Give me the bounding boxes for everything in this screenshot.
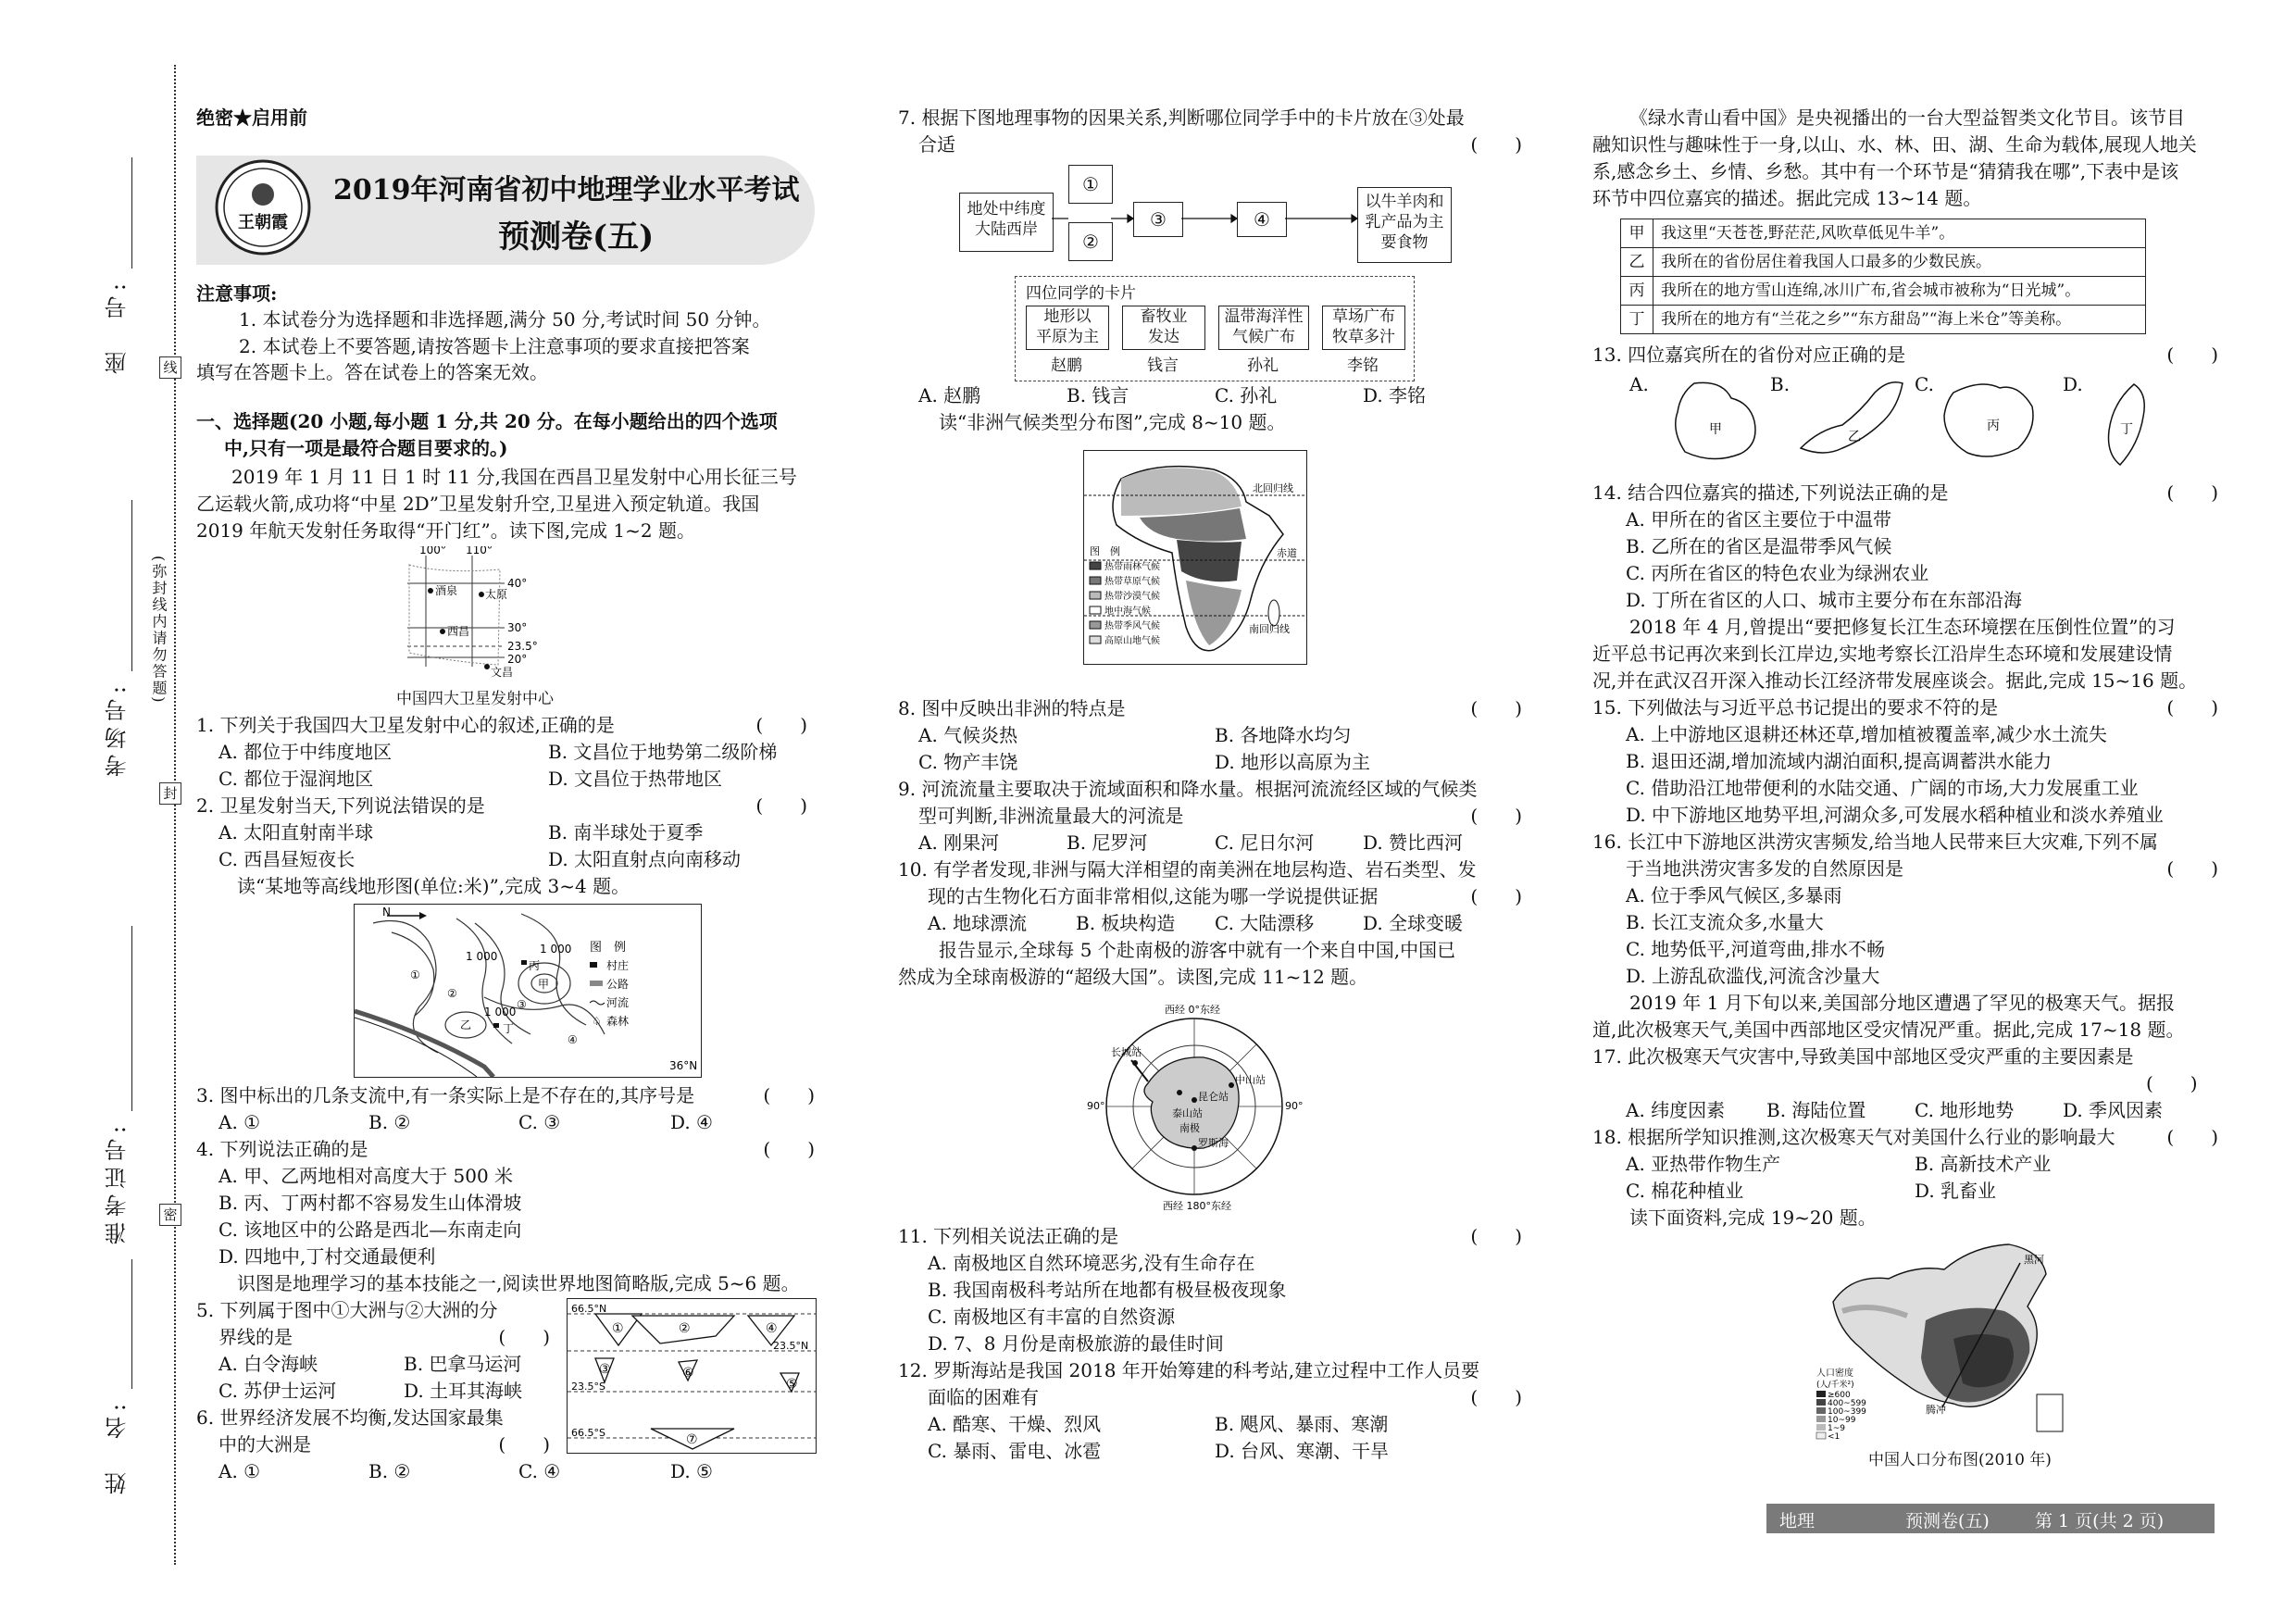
- intro17-l2: 道,此次极寒天气,美国中西部地区受灾情况严重。据此,完成 17~18 题。: [1592, 1018, 2185, 1041]
- continent-3: ③: [599, 1362, 611, 1377]
- seat-line: [131, 157, 132, 269]
- legend-forest: 森林: [606, 1015, 630, 1028]
- q17-option-a[interactable]: A. 纬度因素: [1626, 1099, 1726, 1121]
- intro15-l2: 近平总书记再次来到长江岸边,实地考察长江沿岸生态环境和发展建设情: [1592, 643, 2173, 665]
- ticket-label: 准考证号:: [105, 1120, 131, 1245]
- table-cell-key: 丙: [1621, 277, 1653, 305]
- africa-legend-6: 高原山地气候: [1104, 636, 1160, 646]
- tropic-capricorn-label: 南回归线: [1249, 623, 1290, 635]
- footer-paper: 预测卷(五): [1905, 1511, 1990, 1531]
- q10-stem-1: 10. 有学者发现,非洲与隔大洋相望的南美洲在地层构造、岩石类型、发: [898, 858, 1477, 881]
- q10-option-a[interactable]: A. 地球漂流: [928, 912, 1028, 934]
- lon-100-label: 100°: [419, 546, 446, 556]
- point-jia: 甲: [538, 978, 550, 991]
- q11-option-c[interactable]: C. 南极地区有丰富的自然资源: [928, 1306, 1176, 1328]
- china-map-caption: 中国人口分布图(2010 年): [1868, 1451, 2052, 1469]
- q1-stem-row: [196, 711, 807, 740]
- q15-option-b[interactable]: B. 退田还湖,增加流域内湖泊面积,提高调蓄洪水能力: [1626, 750, 2053, 772]
- lat-665s: 66.5°S: [571, 1427, 605, 1439]
- tributary-4: ④: [568, 1033, 578, 1046]
- q7-option-a[interactable]: A. 赵鹏: [918, 384, 981, 406]
- table-row: [1621, 277, 2145, 306]
- exam-room-label: 考场号:: [105, 681, 131, 778]
- notice-line-2a: 2. 本试卷上不要答题,请按答题卡上注意事项的要求直接把答案: [239, 335, 750, 357]
- q3-option-c[interactable]: C. ③: [518, 1111, 561, 1133]
- province-shape-a[interactable]: [1666, 380, 1768, 469]
- q7-answer-paren[interactable]: ( ): [1470, 133, 1522, 156]
- legend-title: 图 例: [590, 941, 627, 955]
- q5-option-d[interactable]: D. 土耳其海峡: [404, 1380, 523, 1402]
- intro1-l3: 2019 年航天发射任务取得“开门红”。读下图,完成 1~2 题。: [196, 519, 695, 542]
- q8-option-a[interactable]: A. 气候炎热: [918, 724, 1018, 746]
- q9-stem-1: 9. 河流流量主要取决于流域面积和降水量。根据河流流经区域的气候类: [898, 778, 1478, 800]
- card-qianyan[interactable]: 畜牧业 发达: [1122, 306, 1205, 350]
- q11-stem-row: [898, 1222, 1522, 1251]
- q12-stem-1: 12. 罗斯海站是我国 2018 年开始筹建的科考站,建立过程中工作人员要: [898, 1359, 1480, 1381]
- q4-option-c[interactable]: C. 该地区中的公路是西北—东南走向: [218, 1218, 522, 1241]
- density-g3: 100~399: [1828, 1407, 1866, 1417]
- seat-label: 座 号:: [105, 278, 131, 375]
- card-zhaopeng[interactable]: 地形以 平原为主: [1026, 306, 1109, 350]
- q5-answer-paren[interactable]: ( ): [498, 1326, 550, 1348]
- intro13-l1: 《绿水青山看中国》是央视播出的一台大型益智类文化节目。该节目: [1629, 106, 2185, 129]
- q1-answer-paren[interactable]: ( ): [755, 714, 807, 736]
- secret-label: 绝密★启用前: [196, 106, 307, 129]
- density-legend-unit: (人/千米²): [1816, 1381, 1854, 1390]
- intro11-l1: 报告显示,全球每 5 个赴南极的游客中就有一个来自中国,中国已: [939, 939, 1456, 961]
- q4-stem-row: [196, 1135, 815, 1164]
- q3-stem: 3. 图中标出的几条支流中,有一条实际上是不存在的,其序号是: [196, 1084, 695, 1106]
- q8-answer-paren[interactable]: ( ): [1470, 697, 1522, 719]
- q10-stem-row: [928, 882, 1522, 911]
- q18-stem: 18. 根据所学知识推测,这次极寒天气对美国什么行业的影响最大: [1592, 1126, 2115, 1148]
- intro19: 读下面资料,完成 19~20 题。: [1629, 1206, 1877, 1229]
- zhongshan-station: 中山站: [1235, 1074, 1266, 1086]
- q10-answer-paren[interactable]: ( ): [1470, 885, 1522, 907]
- tributary-1: ①: [410, 968, 420, 981]
- q14-option-b[interactable]: B. 乙所在的省区是温带季风气候: [1626, 535, 1892, 557]
- q16-option-c[interactable]: C. 地势低平,河道弯曲,排水不畅: [1626, 938, 1886, 960]
- q16-answer-paren[interactable]: ( ): [2166, 857, 2218, 880]
- antarctic-map: [1083, 1000, 1305, 1213]
- lat-235s: 23.5°S: [571, 1381, 605, 1393]
- q3-option-b[interactable]: B. ②: [368, 1111, 411, 1133]
- table-row: [1621, 248, 2145, 277]
- continent-2: ②: [679, 1321, 691, 1336]
- africa-legend-title: 图 例: [1090, 545, 1120, 557]
- intro8: 读“非洲气候类型分布图”,完成 8~10 题。: [939, 411, 1286, 433]
- contour-lat: 36°N: [669, 1059, 698, 1072]
- contour-1000-b: 1 000: [540, 943, 572, 956]
- africa-legend-5: 热带季风气候: [1104, 621, 1160, 631]
- q18-option-d[interactable]: D. 乳畜业: [1915, 1180, 1997, 1202]
- legend-river: 河流: [606, 996, 630, 1009]
- flow-box-3: ③: [1133, 202, 1183, 237]
- q14-option-d[interactable]: D. 丁所在省区的人口、城市主要分布在东部沿海: [1626, 589, 2023, 611]
- province-shape-d[interactable]: [2083, 380, 2166, 472]
- q2-stem-row: [196, 792, 807, 820]
- q16-stem-row: [1626, 855, 2218, 883]
- q9-option-b[interactable]: B. 尼罗河: [1067, 831, 1148, 854]
- q9-option-c[interactable]: C. 尼日尔河: [1215, 831, 1315, 854]
- contour-1000-c: 1 000: [484, 1006, 517, 1018]
- name-line: [131, 1259, 132, 1389]
- q18-option-a[interactable]: A. 亚热带作物生产: [1626, 1153, 1781, 1175]
- lat-665n: 66.5°N: [571, 1303, 607, 1315]
- binding-dotted-line: [174, 65, 176, 1565]
- density-g6: <1: [1828, 1432, 1841, 1441]
- africa-legend-1: 热带雨林气候: [1104, 562, 1160, 572]
- q12-option-a[interactable]: A. 酷寒、干燥、烈风: [928, 1413, 1102, 1435]
- seal-mark-feng: 封: [159, 782, 181, 805]
- intro13-l2: 融知识性与趣味性于一身,以山、水、林、田、湖、生命为载体,展现人地关: [1592, 133, 2197, 156]
- q11-option-b[interactable]: B. 我国南极科考站所在地都有极昼极夜现象: [928, 1279, 1287, 1301]
- meridian-180-label: 西经 180°东经: [1163, 1200, 1231, 1212]
- density-g4: 10~99: [1828, 1416, 1856, 1425]
- q16-stem-2: 于当地洪涝灾害多发的自然原因是: [1626, 857, 1903, 880]
- contour-1000-a: 1 000: [466, 950, 498, 963]
- meridian-0-label: 西经 0°东经: [1165, 1004, 1220, 1016]
- notice-line-1: 1. 本试卷分为选择题和非选择题,满分 50 分,考试时间 50 分钟。: [239, 308, 771, 331]
- q13-option-b[interactable]: B.: [1770, 373, 1791, 395]
- q18-stem-row: [1592, 1123, 2218, 1152]
- q8-option-b[interactable]: B. 各地降水均匀: [1215, 724, 1352, 746]
- card-liming[interactable]: 草场广布 牧草多汁: [1322, 306, 1405, 350]
- satellite-caption: 中国四大卫星发射中心: [396, 690, 554, 708]
- flow-start-box: 地处中纬度 大陆西岸: [959, 193, 1054, 252]
- cards-title: 四位同学的卡片: [1026, 284, 1136, 303]
- q5-option-a[interactable]: A. 白令海峡: [218, 1353, 318, 1375]
- q9-stem-row: [918, 802, 1522, 831]
- table-row: [1621, 219, 2145, 248]
- publisher-logo: [213, 157, 313, 257]
- q14-answer-paren[interactable]: ( ): [2166, 481, 2218, 504]
- q1-stem: 1. 下列关于我国四大卫星发射中心的叙述,正确的是: [196, 714, 615, 736]
- lat-20-label: 20°: [507, 653, 528, 666]
- q17-option-d[interactable]: D. 季风因素: [2063, 1099, 2164, 1121]
- continent-1: ①: [612, 1321, 624, 1336]
- q11-option-d[interactable]: D. 7、8 月份是南极旅游的最佳时间: [928, 1332, 1224, 1355]
- q15-stem: 15. 下列做法与习近平总书记提出的要求不符的是: [1592, 696, 1999, 719]
- lat-30-label: 30°: [507, 621, 528, 634]
- q18-option-c[interactable]: C. 棉花种植业: [1626, 1180, 1744, 1202]
- q13-option-a[interactable]: A.: [1629, 373, 1649, 395]
- contour-map-figure: [354, 904, 702, 1078]
- q6-stem-1: 6. 世界经济发展不均衡,发达国家最集: [196, 1406, 504, 1429]
- q4-option-a[interactable]: A. 甲、乙两地相对高度大于 500 米: [218, 1165, 514, 1187]
- q2-option-b[interactable]: B. 南半球处于夏季: [548, 821, 704, 843]
- q2-option-c[interactable]: C. 西昌昼短夜长: [218, 848, 356, 870]
- xichang-label: 西昌: [447, 625, 470, 638]
- africa-legend-3: 热带沙漠气候: [1104, 592, 1160, 602]
- q10-option-d[interactable]: D. 全球变暖: [1363, 912, 1464, 934]
- q2-option-a[interactable]: A. 太阳直射南半球: [218, 821, 374, 843]
- q5-option-c[interactable]: C. 苏伊士运河: [218, 1380, 337, 1402]
- satellite-center-figure: [389, 546, 555, 685]
- cause-effect-flowchart: [959, 165, 1450, 380]
- q9-stem-2: 型可判断,非洲流量最大的河流是: [918, 805, 1184, 827]
- ticket-line: [131, 926, 132, 1111]
- q6-stem-row: [218, 1431, 550, 1459]
- q11-answer-paren[interactable]: ( ): [1470, 1225, 1522, 1247]
- lon-90w-label: 90°: [1087, 1100, 1105, 1112]
- lat-235n: 23.5°N: [773, 1340, 809, 1352]
- q16-option-b[interactable]: B. 长江支流众多,水量大: [1626, 911, 1824, 933]
- q12-stem-2: 面临的困难有: [928, 1386, 1039, 1408]
- legend-road: 公路: [606, 978, 630, 991]
- q14-stem-row: [1592, 479, 2218, 507]
- guest-table: [1620, 219, 2146, 334]
- q10-stem-2: 现的古生物化石方面非常相似,这能为哪一学说提供证据: [928, 885, 1379, 907]
- q8-stem-row: [898, 694, 1522, 723]
- q14-option-c[interactable]: C. 丙所在省区的特色农业为绿洲农业: [1626, 562, 1929, 584]
- page-footer: [1766, 1504, 2215, 1533]
- intro15-l3: 况,并在武汉召开深入推动长江经济带发展座谈会。据此,完成 15~16 题。: [1592, 669, 2198, 692]
- continent-4: ④: [766, 1321, 778, 1336]
- q3-answer-paren[interactable]: ( ): [763, 1084, 815, 1106]
- logo-text: 王朝霞: [238, 213, 288, 232]
- q15-option-d[interactable]: D. 中下游地区地势平坦,河湖众多,可发展水稻种植业和淡水养殖业: [1626, 804, 2164, 826]
- q7-stem-1: 7. 根据下图地理事物的因果关系,判断哪位同学手中的卡片放在③处最: [898, 106, 1465, 129]
- table-cell-key: 丁: [1621, 306, 1653, 333]
- q2-stem: 2. 卫星发射当天,下列说法错误的是: [196, 794, 485, 817]
- africa-legend-2: 热带草原气候: [1104, 577, 1160, 587]
- section1-heading-a: 一、选择题(20 小题,每小题 1 分,共 20 分。在每小题给出的四个选项: [196, 410, 778, 432]
- q4-stem: 4. 下列说法正确的是: [196, 1138, 368, 1160]
- legend-village: 村庄: [606, 959, 630, 972]
- q3-option-a[interactable]: A. ①: [218, 1111, 261, 1133]
- q6-option-c[interactable]: C. ④: [518, 1460, 561, 1482]
- q13-stem: 13. 四位嘉宾所在的省份对应正确的是: [1592, 344, 1906, 366]
- density-g2: 400~599: [1828, 1399, 1866, 1408]
- q6-answer-paren[interactable]: ( ): [498, 1433, 550, 1456]
- q8-option-d[interactable]: D. 地形以高原为主: [1215, 751, 1371, 773]
- table-cell-key: 乙: [1621, 248, 1653, 276]
- card-sunli[interactable]: 温带海洋性 气候广布: [1218, 306, 1309, 350]
- point-ding: 丁: [503, 1022, 515, 1035]
- taiyuan-label: 太原: [485, 588, 508, 601]
- q9-option-d[interactable]: D. 赞比西河: [1363, 831, 1464, 854]
- q17-stem: 17. 此次极寒天气灾害中,导致美国中部地区受灾严重的主要因素是: [1592, 1045, 2134, 1068]
- q14-option-a[interactable]: A. 甲所在的省区主要位于中温带: [1626, 508, 1892, 531]
- q5-stem-row: [218, 1323, 550, 1352]
- card-owner-4: 李铭: [1347, 356, 1379, 375]
- q3-stem-row: [196, 1081, 815, 1110]
- q7-option-c[interactable]: C. 孙礼: [1215, 384, 1278, 406]
- tributary-2: ②: [447, 987, 457, 1000]
- density-legend-title: 人口密度: [1816, 1368, 1853, 1379]
- q17-answer-paren[interactable]: ( ): [2146, 1072, 2198, 1094]
- equator-label: 赤道: [1277, 547, 1297, 559]
- flow-end-box: 以牛羊肉和 乳产品为主 要食物: [1357, 187, 1452, 263]
- q13-stem-row: [1592, 341, 2218, 369]
- intro1-l2: 乙运载火箭,成功将“中星 2D”卫星发射升空,卫星进入预定轨道。我国: [196, 493, 760, 515]
- intro13-l4: 环节中四位嘉宾的描述。据此完成 13~14 题。: [1592, 187, 1982, 209]
- continent-7: ⑦: [686, 1432, 698, 1447]
- q12-stem-row: [928, 1383, 1522, 1412]
- q7-stem-row: [918, 131, 1522, 159]
- q17-option-b[interactable]: B. 海陆位置: [1766, 1099, 1866, 1121]
- q13-option-d[interactable]: D.: [2063, 373, 2083, 395]
- continent-6: ⑥: [682, 1366, 694, 1381]
- name-label: 姓 名:: [105, 1398, 131, 1495]
- card-owner-1: 赵鹏: [1051, 356, 1082, 375]
- africa-climate-map: [1083, 450, 1307, 665]
- q1-option-c[interactable]: C. 都位于湿润地区: [218, 768, 374, 790]
- q5-stem-1: 5. 下列属于图中①大洲与②大洲的分: [196, 1299, 498, 1321]
- no-answer-note: (弥封线内请勿答题): [150, 556, 168, 705]
- q16-option-a[interactable]: A. 位于季风气候区,多暴雨: [1626, 884, 1842, 906]
- q2-answer-paren[interactable]: ( ): [755, 794, 807, 817]
- flow-box-2: ②: [1068, 222, 1113, 261]
- q12-answer-paren[interactable]: ( ): [1470, 1386, 1522, 1408]
- notice-line-2b: 填写在答题卡上。答在试卷上的答案无效。: [196, 361, 548, 383]
- q6-option-b[interactable]: B. ②: [368, 1460, 411, 1482]
- q18-option-b[interactable]: B. 高新技术产业: [1915, 1153, 2052, 1175]
- intro13-l3: 系,感念乡土、乡情、乡愁。其中有一个环节是“猜猜我在哪”,下表中是该: [1592, 160, 2179, 182]
- table-cell-value: 我所在的省份居住着我国人口最多的少数民族。: [1661, 253, 1991, 271]
- q7-stem-2: 合适: [918, 133, 955, 156]
- flow-box-1: ①: [1068, 165, 1113, 204]
- intro15-l1: 2018 年 4 月,曾提出“要把修复长江生态环境摆在压倒性位置”的习: [1629, 616, 2176, 638]
- lat-40-label: 40°: [507, 577, 528, 590]
- province-label-d: 丁: [2120, 422, 2133, 437]
- q8-stem: 8. 图中反映出非洲的特点是: [898, 697, 1126, 719]
- province-label-a: 甲: [1709, 422, 1722, 437]
- lon-110-label: 110°: [466, 546, 493, 556]
- continent-5: ⑤: [786, 1377, 798, 1392]
- province-label-c: 丙: [1987, 419, 2000, 433]
- q14-stem: 14. 结合四位嘉宾的描述,下列说法正确的是: [1592, 481, 1949, 504]
- density-g1: ≥600: [1828, 1391, 1851, 1400]
- table-cell-key: 甲: [1621, 219, 1653, 247]
- q1-option-a[interactable]: A. 都位于中纬度地区: [218, 741, 393, 763]
- q5-stem-2: 界线的是: [218, 1326, 293, 1348]
- q13-option-c[interactable]: C.: [1915, 373, 1934, 395]
- q10-option-c[interactable]: C. 大陆漂移: [1215, 912, 1315, 934]
- q12-option-b[interactable]: B. 飓风、暴雨、寒潮: [1215, 1413, 1389, 1435]
- seal-mark-mi: 密: [159, 1204, 181, 1226]
- point-bing: 丙: [529, 959, 541, 972]
- density-g5: 1~9: [1828, 1424, 1845, 1433]
- table-cell-value: 我所在的地方有“兰花之乡”“东方甜岛”“海上米仓”等美称。: [1661, 310, 2072, 329]
- q15-stem-row: [1592, 694, 2218, 722]
- q15-option-c[interactable]: C. 借助沿江地带便利的水陆交通、广阔的市场,大力发展重工业: [1626, 777, 2139, 799]
- q2-option-d[interactable]: D. 太阳直射点向南移动: [548, 848, 742, 870]
- q15-option-a[interactable]: A. 上中游地区退耕还林还草,增加植被覆盖率,减少水土流失: [1626, 723, 2107, 745]
- q6-option-a[interactable]: A. ①: [218, 1460, 261, 1482]
- q4-answer-paren[interactable]: ( ): [763, 1138, 815, 1160]
- table-row: [1621, 306, 2145, 333]
- q12-option-d[interactable]: D. 台风、寒潮、干旱: [1215, 1440, 1390, 1462]
- intro17-l1: 2019 年 1 月下旬以来,美国部分地区遭遇了罕见的极寒天气。据报: [1629, 992, 2176, 1014]
- q3-option-d[interactable]: D. ④: [670, 1111, 713, 1133]
- intro11-l2: 然成为全球南极游的“超级大国”。读图,完成 11~12 题。: [898, 966, 1368, 988]
- point-yi: 乙: [460, 1018, 472, 1031]
- q4-option-d[interactable]: D. 四地中,丁村交通最便利: [218, 1245, 436, 1268]
- q12-option-c[interactable]: C. 暴雨、雷电、冰雹: [928, 1440, 1102, 1462]
- q6-option-d[interactable]: D. ⑤: [670, 1460, 713, 1482]
- q18-answer-paren[interactable]: ( ): [2166, 1126, 2218, 1148]
- exam-title: 2019年河南省初中地理学业水平考试: [333, 174, 800, 206]
- seal-mark-xian: 线: [159, 356, 181, 379]
- q6-stem-2: 中的大洲是: [218, 1433, 311, 1456]
- q1-option-d[interactable]: D. 文昌位于热带地区: [548, 768, 723, 790]
- world-sketch-figure: [567, 1298, 817, 1454]
- intro3: 读“某地等高线地形图(单位:米)”,完成 3~4 题。: [237, 875, 630, 897]
- china-population-map: [1815, 1237, 2074, 1441]
- notice-title: 注意事项:: [196, 282, 278, 305]
- q17-option-c[interactable]: C. 地形地势: [1915, 1099, 2015, 1121]
- tengchong-label: 腾冲: [1926, 1404, 1946, 1416]
- q11-stem: 11. 下列相关说法正确的是: [898, 1225, 1119, 1247]
- exam-subtitle: 预测卷(五): [498, 219, 655, 256]
- table-cell-value: 我这里“天苍苍,野茫茫,风吹草低见牛羊”。: [1661, 224, 1955, 243]
- province-label-b: 乙: [1848, 430, 1861, 444]
- wenchang-label: 文昌: [491, 666, 514, 679]
- q11-option-a[interactable]: A. 南极地区自然环境恶劣,没有生命存在: [928, 1252, 1255, 1274]
- intro1-l1: 2019 年 1 月 11 日 1 时 11 分,我国在西昌卫星发射中心用长征三号: [231, 466, 797, 488]
- q15-answer-paren[interactable]: ( ): [2166, 696, 2218, 719]
- ross-sea-label: 罗斯海: [1198, 1137, 1229, 1149]
- heihe-label: 黑河: [2024, 1254, 2044, 1266]
- taishan-station: 泰山站: [1172, 1107, 1203, 1119]
- q1-option-b[interactable]: B. 文昌位于地势第二级阶梯: [548, 741, 778, 763]
- changcheng-station: 长城站: [1111, 1046, 1142, 1058]
- province-shape-c[interactable]: [1935, 374, 2046, 467]
- table-cell-value: 我所在的地方雪山连绵,冰川广布,省会城市被称为“日光城”。: [1661, 281, 2081, 300]
- footer-page: 第 1 页(共 2 页): [2035, 1511, 2165, 1531]
- q5-option-b[interactable]: B. 巴拿马运河: [404, 1353, 522, 1375]
- card-owner-2: 钱言: [1147, 356, 1179, 375]
- q7-option-d[interactable]: D. 李铭: [1363, 384, 1427, 406]
- svg-text:♤: ♤: [592, 1015, 602, 1028]
- q7-option-b[interactable]: B. 钱言: [1067, 384, 1129, 406]
- q4-option-b[interactable]: B. 丙、丁两村都不容易发生山体滑坡: [218, 1192, 522, 1214]
- lat-23-label: 23.5°: [507, 640, 538, 653]
- card-owner-3: 孙礼: [1247, 356, 1279, 375]
- jiuquan-label: 酒泉: [435, 584, 458, 597]
- africa-legend-4: 地中海气候: [1104, 606, 1151, 617]
- tropic-cancer-label: 北回归线: [1253, 482, 1293, 494]
- exam-room-line: [131, 500, 132, 671]
- intro5: 识图是地理学习的基本技能之一,阅读世界地图简略版,完成 5~6 题。: [237, 1272, 800, 1294]
- flow-box-4: ④: [1237, 202, 1287, 237]
- q13-answer-paren[interactable]: ( ): [2166, 344, 2218, 366]
- section1-heading-b: 中,只有一项是最符合题目要求的。): [224, 437, 508, 459]
- svg-text:N: N: [382, 906, 391, 918]
- q9-answer-paren[interactable]: ( ): [1470, 805, 1522, 827]
- footer-subject: 地理: [1779, 1511, 1816, 1531]
- south-pole-label: 南极: [1179, 1122, 1200, 1134]
- province-shape-b[interactable]: [1796, 374, 1907, 467]
- q8-option-c[interactable]: C. 物产丰饶: [918, 751, 1018, 773]
- lon-90e-label: 90°: [1285, 1100, 1304, 1112]
- tributary-3: ③: [517, 998, 527, 1011]
- q9-option-a[interactable]: A. 刚果河: [918, 831, 1000, 854]
- kunlun-station: 昆仑站: [1198, 1091, 1229, 1103]
- q10-option-b[interactable]: B. 板块构造: [1076, 912, 1176, 934]
- q16-stem-1: 16. 长江中下游地区洪涝灾害频发,给当地人民带来巨大灾难,下列不属: [1592, 831, 2158, 853]
- q16-option-d[interactable]: D. 上游乱砍滥伐,河流含沙量大: [1626, 965, 1880, 987]
